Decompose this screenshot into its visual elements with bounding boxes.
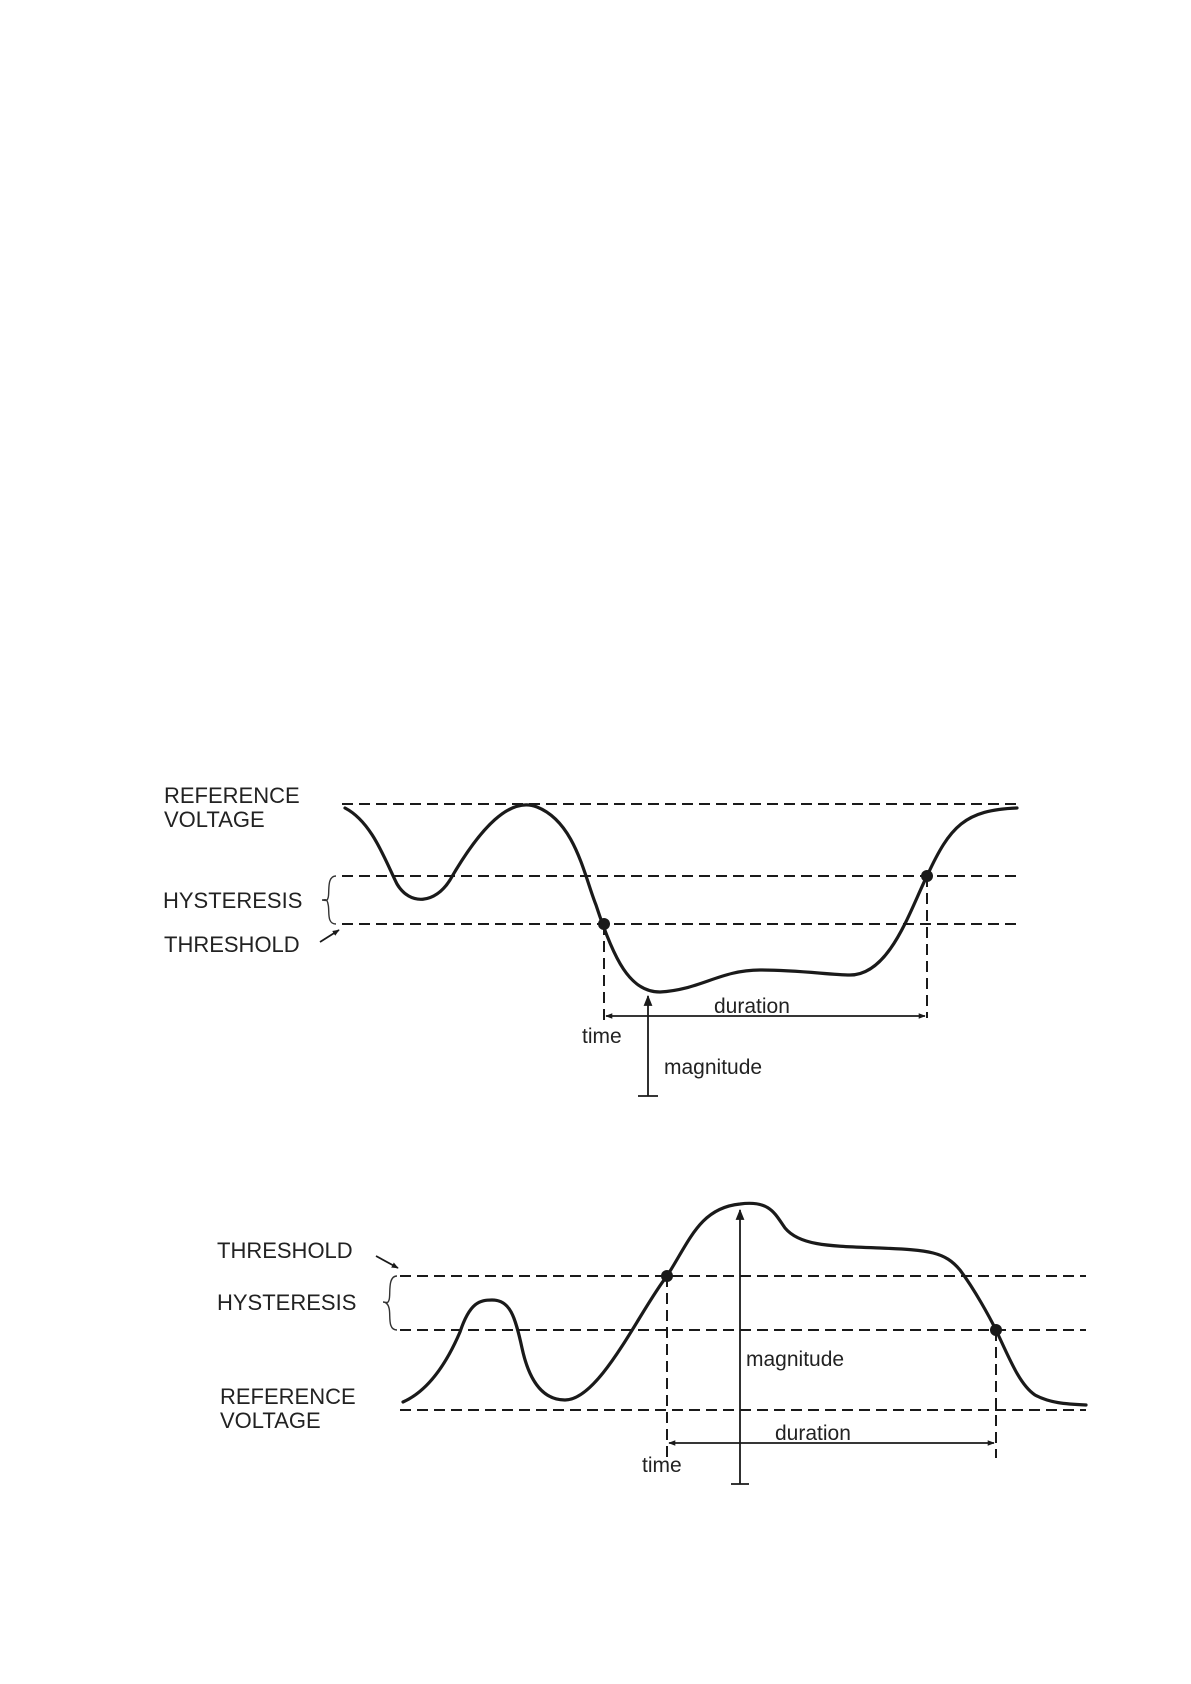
- reference-voltage-label-line2: VOLTAGE: [164, 807, 265, 832]
- hysteresis-label: HYSTERESIS: [163, 888, 303, 913]
- threshold-pointer-arrow: [376, 1256, 398, 1268]
- duration-label: duration: [775, 1422, 851, 1445]
- magnitude-label: magnitude: [664, 1056, 763, 1079]
- threshold-label: THRESHOLD: [217, 1238, 353, 1263]
- magnitude-label: magnitude: [746, 1348, 845, 1371]
- dip-waveform: [345, 805, 1017, 992]
- time-label: time: [582, 1025, 622, 1048]
- end-event-point: [990, 1324, 1002, 1336]
- reference-voltage-label-line1: REFERENCE: [164, 783, 300, 808]
- start-event-point: [598, 918, 610, 930]
- dip-diagram: [163, 783, 1017, 1096]
- duration-label: duration: [714, 995, 790, 1018]
- hysteresis-brace: [383, 1276, 397, 1330]
- swell-diagram: [217, 1203, 1086, 1484]
- threshold-label: THRESHOLD: [164, 932, 300, 957]
- hysteresis-label: HYSTERESIS: [217, 1290, 357, 1315]
- start-event-point: [661, 1270, 673, 1282]
- swell-waveform: [403, 1203, 1086, 1405]
- end-event-point: [921, 870, 933, 882]
- hysteresis-brace: [322, 876, 336, 924]
- reference-voltage-label-line1: REFERENCE: [220, 1384, 356, 1409]
- reference-voltage-label-line2: VOLTAGE: [220, 1408, 321, 1433]
- time-label: time: [642, 1454, 682, 1477]
- threshold-pointer-arrow: [320, 930, 339, 942]
